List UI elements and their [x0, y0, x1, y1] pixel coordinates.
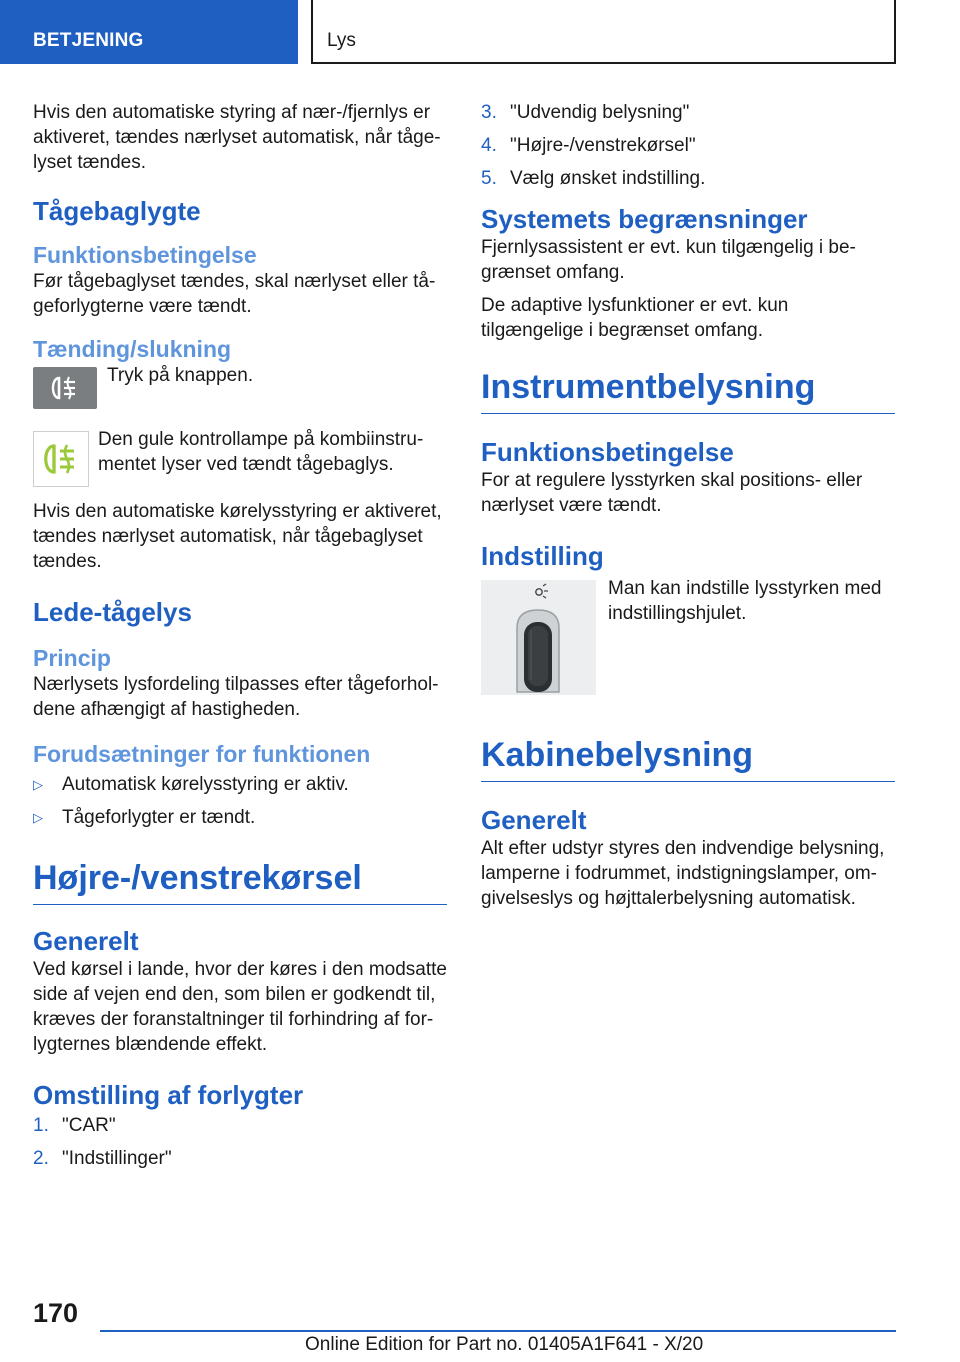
heading-forudsaetninger: Forudsætninger for funktionen — [33, 741, 371, 767]
steps-list-left — [33, 1113, 447, 1171]
list-item: 1. "CAR" — [33, 1115, 116, 1136]
paragraph-hvis2: Hvis den automatiske kørelysstyring er aktiveret, tændes nærlyset automatisk, når tågebaglyset tændes. — [33, 501, 442, 572]
list-item: 4. "Højre-/venstrekørsel" — [481, 135, 696, 156]
heading-omstilling: Omstilling af forlygter — [33, 1080, 304, 1110]
heading-hojre-venstre: Højre-/venstrekørsel — [33, 856, 447, 905]
heading-funktionsbetingelse: Funktionsbetingelse — [33, 242, 257, 268]
heading-princip: Princip — [33, 645, 111, 671]
paragraph-tryk: Tryk på knappen. — [107, 365, 254, 386]
heading-systemets: Systemets begrænsninger — [481, 204, 808, 234]
heading-generelt: Generelt — [33, 926, 139, 956]
paragraph-generelt: Ved kørsel i lande, hvor der køres i den modsatte side af vejen end den, som bilen er godkendt til, kræves der foranstaltninger til forhindring af for-lygternes blændende effekt. — [33, 959, 447, 1055]
heading-taending: Tænding/slukning — [33, 336, 232, 362]
list-item: ▷ Automatisk kørelysstyring er aktiv. — [33, 774, 349, 795]
paragraph-funk2: For at regulere lysstyrken skal positions- eller nærlyset være tændt. — [481, 470, 863, 516]
right-column — [481, 100, 895, 919]
paragraph-sys1: Fjernlysassistent er evt. kun tilgængelig i be-grænset omfang. — [481, 237, 856, 283]
paragraph-gule: Den gule kontrollampe på kombiinstru-mentet lyser ved tændt tågebaglys. — [98, 429, 424, 475]
list-item: 2. "Indstillinger" — [33, 1148, 172, 1169]
bullet-list — [33, 772, 447, 830]
rear-fog-indicator-lamp-icon — [33, 431, 89, 487]
intro-paragraph: Hvis den automatiske styring af nær-/fjernlys er aktiveret, tændes nærlyset automatisk, når tåge-lyset tændes. — [33, 102, 441, 173]
fog-lamp-row — [33, 431, 447, 487]
heading-instrumentbelysning: Instrumentbelysning — [481, 365, 895, 414]
paragraph-sys2: De adaptive lysfunktioner er evt. kun tilgængelige i begrænset omfang. — [481, 295, 789, 341]
steps-list-right — [481, 100, 895, 191]
paragraph-indstilling: Man kan indstille lysstyrken med indstillingshjulet. — [608, 578, 882, 624]
heading-lede-tagelys: Lede-tågelys — [33, 597, 192, 627]
heading-kabinebelysning: Kabinebelysning — [481, 733, 895, 782]
list-item: ▷ Tågeforlygter er tændt. — [33, 807, 256, 828]
heading-indstilling: Indstilling — [481, 541, 604, 571]
wheel-row — [481, 580, 895, 695]
section-title: BETJENING — [33, 30, 144, 51]
page-number: 170 — [33, 1298, 79, 1328]
heading-generelt-2: Generelt — [481, 805, 587, 835]
heading-funktionsbetingelse-2: Funktionsbetingelse — [481, 437, 734, 467]
paragraph-generelt-2: Alt efter udstyr styres den indvendige belysning, lamperne i fodrummet, indstigningslamper, om-givelseslys og højttalerbelysning automatisk. — [481, 838, 885, 909]
fog-button-row — [33, 367, 447, 409]
heading-tagebaglygte: Tågebaglygte — [33, 196, 201, 226]
list-item: 3. "Udvendig belysning" — [481, 102, 690, 123]
section-tab — [0, 0, 298, 64]
footer-rule — [100, 1330, 896, 1332]
triangle-bullet-icon: ▷ — [33, 810, 43, 825]
footer-edition: Online Edition for Part no. 01405A1F641 - X/20 — [305, 1334, 704, 1355]
chapter-tab — [311, 0, 896, 64]
left-column — [33, 100, 447, 1179]
rear-fog-light-button-icon — [33, 367, 97, 409]
paragraph-funktionsbetingelse: Før tågebaglyset tændes, skal nærlyset eller tå-geforlygterne være tændt. — [33, 271, 436, 317]
triangle-bullet-icon: ▷ — [33, 777, 43, 792]
list-item: 5. Vælg ønsket indstilling. — [481, 168, 706, 189]
paragraph-princip: Nærlysets lysfordeling tilpasses efter tågeforhol-dene afhængigt af hastigheden. — [33, 674, 439, 720]
brightness-thumbwheel-icon — [481, 580, 596, 695]
chapter-title: Lys — [327, 30, 356, 51]
